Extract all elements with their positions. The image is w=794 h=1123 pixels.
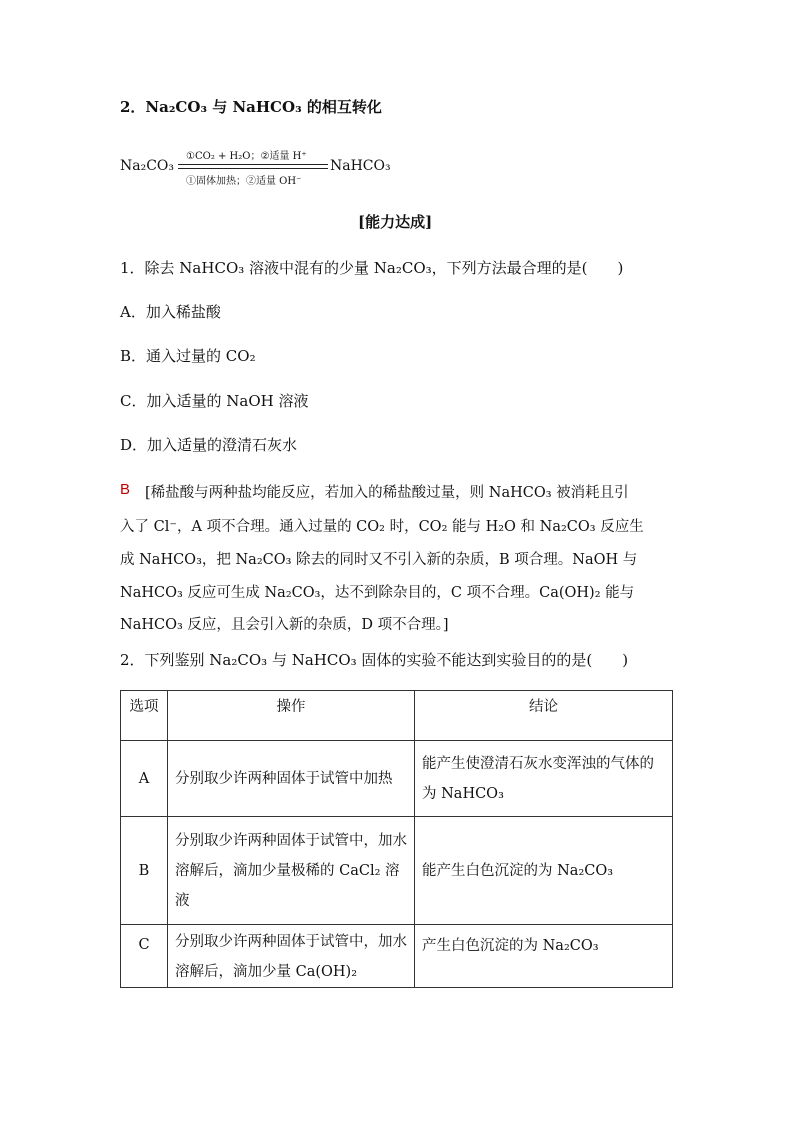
equation-left: Na₂CO₃	[120, 158, 175, 174]
row-conclusion: 能产生使澄清石灰水变浑浊的气体的为 NaHCO₃	[415, 741, 673, 817]
table-row	[121, 925, 673, 988]
equation-right: NaHCO₃	[330, 158, 391, 174]
equation-bottom-condition: ①固体加热；②适量 OH⁻	[186, 176, 302, 187]
row-conclusion: 产生白色沉淀的为 Na₂CO₃	[415, 925, 673, 988]
row-operation: 分别取少许两种固体于试管中加热	[168, 741, 415, 817]
ability-heading: [能力达成]	[358, 213, 433, 231]
q2-stem: 2．下列鉴别 Na₂CO₃ 与 NaHCO₃ 固体的实验不能达到实验目的的是( )	[120, 651, 629, 669]
header-option: 选项	[121, 691, 168, 741]
reverse-arrow	[178, 168, 328, 169]
q1-explanation-line-3: 成 NaHCO₃，把 Na₂CO₃ 除去的同时又不引入新的杂质，B 项合理。NaOH 与	[120, 552, 638, 568]
row-conclusion: 能产生白色沉淀的为 Na₂CO₃	[415, 817, 673, 925]
q1-answer: B	[120, 481, 131, 498]
row-operation: 分别取少许两种固体于试管中，加水溶解后，滴加少量 Ca(OH)₂	[168, 925, 415, 988]
row-option: C	[121, 925, 168, 988]
q1-stem: 1．除去 NaHCO₃ 溶液中混有的少量 Na₂CO₃，下列方法最合理的是( )	[120, 259, 624, 277]
q1-option-d: D．加入适量的澄清石灰水	[120, 436, 298, 454]
q1-explanation-line-5: NaHCO₃ 反应，且会引入新的杂质，D 项不合理。]	[120, 617, 449, 633]
q1-option-c: C．加入适量的 NaOH 溶液	[120, 392, 309, 410]
q1-explanation-line-2: 入了 Cl⁻，A 项不合理。通入过量的 CO₂ 时，CO₂ 能与 H₂O 和 Na₂CO₃ 反应生	[120, 519, 644, 535]
header-operation: 操作	[168, 691, 415, 741]
q1-explanation-line-1: [稀盐酸与两种盐均能反应，若加入的稀盐酸过量，则 NaHCO₃ 被消耗且引	[145, 485, 629, 501]
header-conclusion: 结论	[415, 691, 673, 741]
row-operation: 分别取少许两种固体于试管中，加水溶解后，滴加少量极稀的 CaCl₂ 溶液	[168, 817, 415, 925]
row-option: A	[121, 741, 168, 817]
forward-arrow	[178, 164, 328, 165]
section-title: 2．Na₂CO₃ 与 NaHCO₃ 的相互转化	[120, 98, 382, 116]
row-option: B	[121, 817, 168, 925]
q2-table	[120, 690, 673, 988]
table-row	[121, 817, 673, 925]
q1-option-b: B．通入过量的 CO₂	[120, 347, 256, 365]
table-header-row	[121, 691, 673, 741]
q1-option-a: A．加入稀盐酸	[120, 303, 221, 321]
table-row	[121, 741, 673, 817]
equation-top-condition: ①CO₂ + H₂O；②适量 H⁺	[186, 151, 307, 162]
q1-explanation-line-4: NaHCO₃ 反应可生成 Na₂CO₃，达不到除杂目的，C 项不合理。Ca(OH)₂ 能与	[120, 585, 635, 601]
